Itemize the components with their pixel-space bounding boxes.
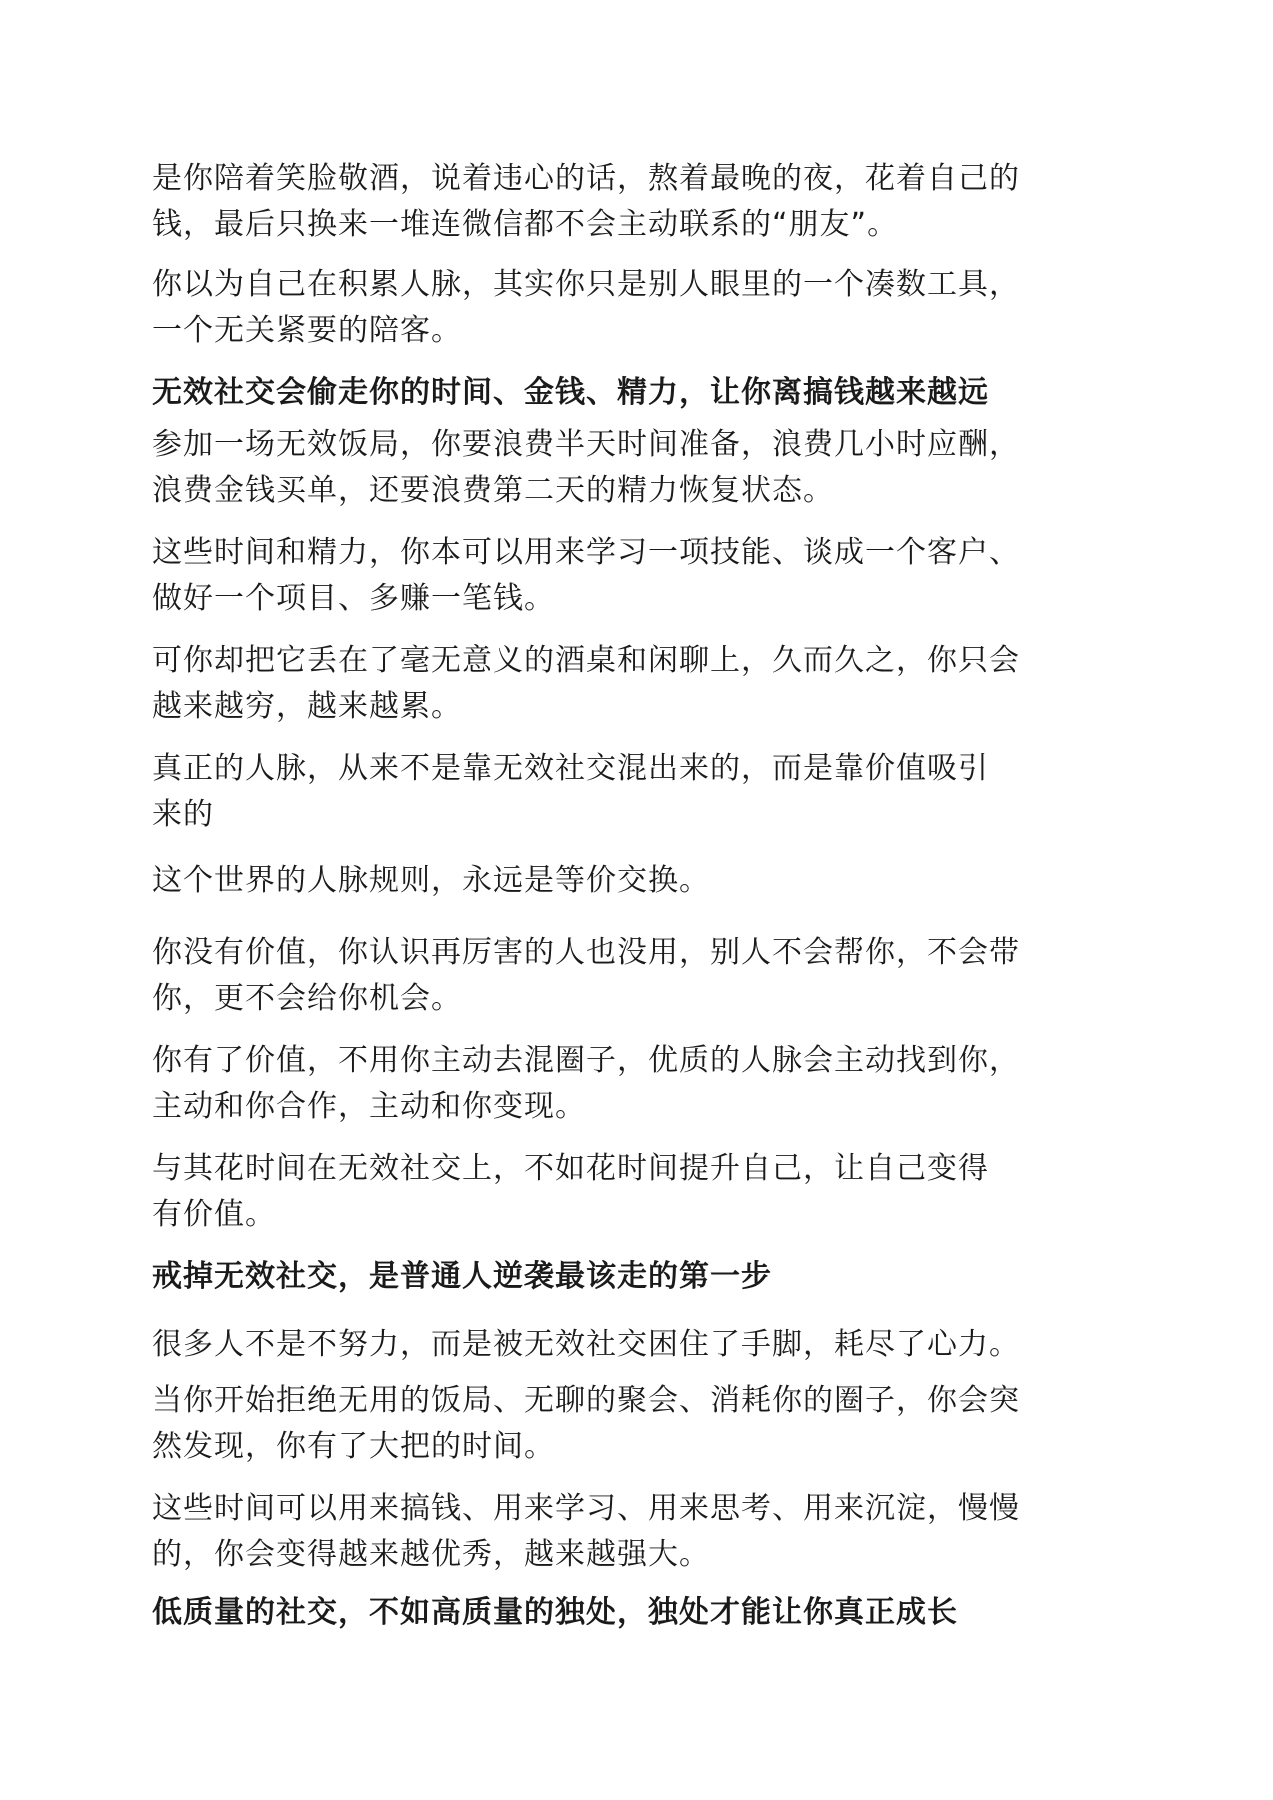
paragraph bbox=[152, 1378, 1132, 1470]
section-heading bbox=[152, 1590, 1132, 1636]
paragraph bbox=[152, 858, 1132, 904]
text-line: 是你陪着笑脸敬酒，说着违心的话，熬着最晚的夜，花着自己的 bbox=[152, 161, 1020, 196]
text-line: 有价值。 bbox=[152, 1197, 276, 1232]
paragraph bbox=[152, 638, 1132, 730]
text-line: 这些时间可以用来搞钱、用来学习、用来思考、用来沉淀，慢慢 bbox=[152, 1491, 1020, 1526]
text-line: 你，更不会给你机会。 bbox=[152, 981, 462, 1016]
heading-text: 戒掉无效社交，是普通人逆袭最该走的第一步 bbox=[152, 1259, 772, 1294]
text-line: 你没有价值，你认识再厉害的人也没用，别人不会帮你，不会带 bbox=[152, 935, 1020, 970]
text-line: 很多人不是不努力，而是被无效社交困住了手脚，耗尽了心力。 bbox=[152, 1327, 1020, 1362]
text-line: 真正的人脉，从来不是靠无效社交混出来的，而是靠价值吸引 bbox=[152, 751, 989, 786]
text-line: 的，你会变得越来越优秀，越来越强大。 bbox=[152, 1537, 710, 1572]
text-line: 你以为自己在积累人脉，其实你只是别人眼里的一个凑数工具， bbox=[152, 267, 1020, 302]
text-line: 当你开始拒绝无用的饭局、无聊的聚会、消耗你的圈子，你会突 bbox=[152, 1383, 1020, 1418]
text-line: 与其花时间在无效社交上，不如花时间提升自己，让自己变得 bbox=[152, 1151, 989, 1186]
paragraph bbox=[152, 156, 1132, 248]
text-line: 越来越穷，越来越累。 bbox=[152, 689, 462, 724]
heading-text: 无效社交会偷走你的时间、金钱、精力，让你离搞钱越来越远 bbox=[152, 375, 989, 410]
paragraph bbox=[152, 1146, 1132, 1238]
text-line: 参加一场无效饭局，你要浪费半天时间准备，浪费几小时应酬， bbox=[152, 427, 1020, 462]
paragraph bbox=[152, 746, 1132, 838]
text-line: 可你却把它丢在了毫无意义的酒桌和闲聊上，久而久之，你只会 bbox=[152, 643, 1020, 678]
text-line: 这个世界的人脉规则，永远是等价交换。 bbox=[152, 863, 710, 898]
text-line: 钱，最后只换来一堆连微信都不会主动联系的“朋友”。 bbox=[152, 207, 899, 242]
text-line: 然发现，你有了大把的时间。 bbox=[152, 1429, 555, 1464]
section-heading bbox=[152, 370, 1132, 416]
paragraph bbox=[152, 422, 1132, 514]
text-line: 一个无关紧要的陪客。 bbox=[152, 313, 462, 348]
text-line: 做好一个项目、多赚一笔钱。 bbox=[152, 581, 555, 616]
heading-text: 低质量的社交，不如高质量的独处，独处才能让你真正成长 bbox=[152, 1595, 958, 1630]
text-line: 这些时间和精力，你本可以用来学习一项技能、谈成一个客户、 bbox=[152, 535, 1020, 570]
text-line: 浪费金钱买单，还要浪费第二天的精力恢复状态。 bbox=[152, 473, 834, 508]
text-line: 你有了价值，不用你主动去混圈子，优质的人脉会主动找到你， bbox=[152, 1043, 1020, 1078]
paragraph bbox=[152, 1322, 1132, 1368]
paragraph bbox=[152, 1486, 1132, 1578]
paragraph bbox=[152, 530, 1132, 622]
text-line: 主动和你合作，主动和你变现。 bbox=[152, 1089, 586, 1124]
section-heading bbox=[152, 1254, 1132, 1300]
text-line: 来的 bbox=[152, 797, 214, 832]
paragraph bbox=[152, 262, 1132, 354]
paragraph bbox=[152, 930, 1132, 1022]
paragraph bbox=[152, 1038, 1132, 1130]
